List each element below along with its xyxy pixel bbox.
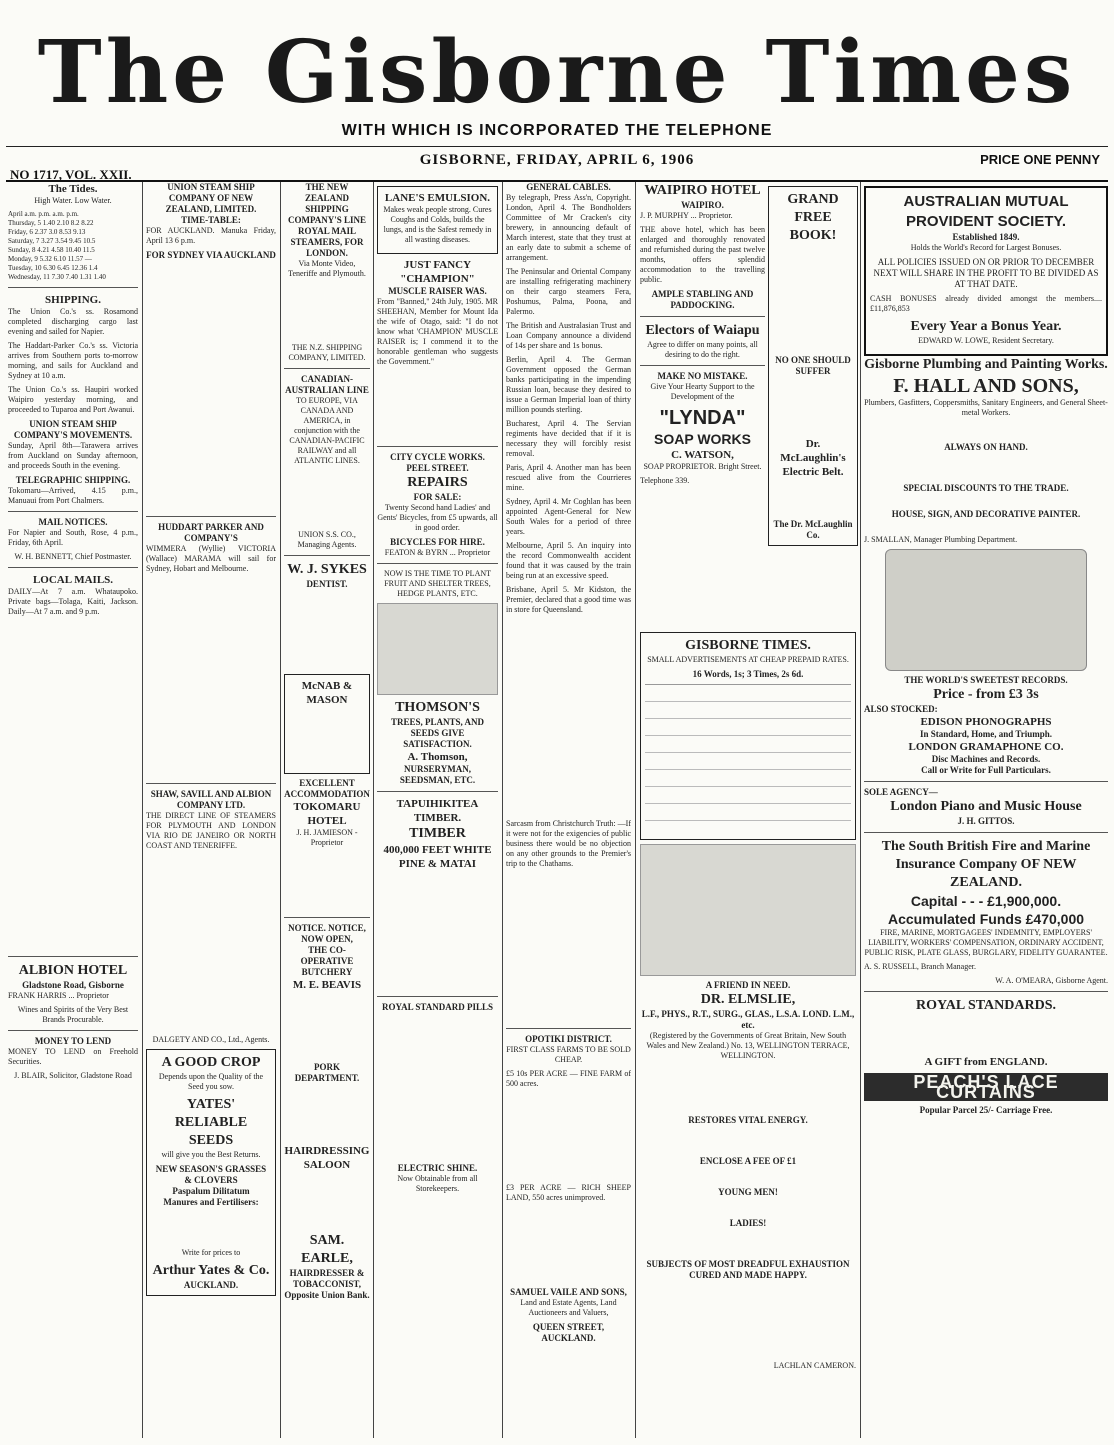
restores-heading: RESTORES VITAL ENERGY. <box>688 1115 808 1125</box>
tides-row: Wednesday, 11 7.30 7.40 1.31 1.40 <box>8 273 106 281</box>
tides-row: Tuesday, 10 6.30 6.45 12.36 1.4 <box>8 264 98 272</box>
thomsons-heading: THOMSON'S <box>395 700 480 715</box>
dateline: GISBORNE, FRIDAY, APRIL 6, 1906 <box>419 152 695 168</box>
electors-text: Agree to differ on many points, all desiring to do the right. <box>647 340 758 359</box>
small-ads-text: SMALL ADVERTISEMENTS AT CHEAP PREPAID RATES. <box>647 655 849 664</box>
champion-heading: "CHAMPION" <box>400 273 475 285</box>
filler <box>8 621 138 951</box>
tides-row: April a.m. p.m. a.m. p.m. <box>8 210 79 218</box>
cable-text: The Peninsular and Oriental Company are installing refrigerating machinery on their cargo steamers Fera, Poshumus, Palma, Poona, and Palermo. <box>506 267 631 316</box>
gisborne-times-heading: GISBORNE TIMES. <box>685 638 811 653</box>
yates-ad <box>146 1049 276 1296</box>
divider <box>640 365 765 366</box>
telegraphic-heading: TELEGRAPHIC SHIPPING. <box>15 475 131 485</box>
yates-text: will give you the Best Returns. <box>161 1150 261 1159</box>
column-2 <box>146 182 276 1440</box>
no-one-heading: NO ONE SHOULD SUFFER <box>775 355 851 376</box>
column-4 <box>377 182 498 1440</box>
amp-ad <box>864 186 1108 356</box>
feet-heading: 400,000 FEET WHITE PINE & MATAI <box>383 844 492 870</box>
waipiro-heading: WAIPIRO HOTEL <box>644 183 761 198</box>
bicycles-heading: BICYCLES FOR HIRE. <box>390 537 485 547</box>
divider <box>8 287 138 288</box>
samuel-address: QUEEN STREET, AUCKLAND. <box>532 1322 605 1343</box>
divider <box>146 783 276 784</box>
elmslie-text: (Registered by the Governments of Great Britain, New South Wales and New Zealand.) No. 13, WELLINGTON TERRACE, WELLINGTON. <box>646 1031 850 1060</box>
filler <box>864 494 1108 509</box>
divider <box>640 316 765 317</box>
waipiro-proprietor: J. P. MURPHY ... Proprietor. <box>640 211 733 220</box>
london-heading: LONDON GRAMAPHONE CO. <box>908 741 1064 753</box>
russell-text: A. S. RUSSELL, Branch Manager. <box>864 962 976 971</box>
gift-heading: A GIFT from ENGLAND. <box>924 1056 1048 1068</box>
union-heading: UNION STEAM SHIP COMPANY OF NEW ZEALAND, LIMITED. <box>165 182 257 214</box>
filler <box>146 578 276 778</box>
divider <box>8 1030 138 1031</box>
plumbing-heading: Gisborne Plumbing and Painting Works. <box>864 357 1108 372</box>
filler <box>377 871 498 991</box>
column-1 <box>8 182 138 1440</box>
watson-heading: C. WATSON, <box>671 449 734 461</box>
hairdressing-heading: HAIRDRESSING SALOON <box>284 1145 370 1171</box>
divider <box>284 368 370 369</box>
house-heading: HOUSE, SIGN, AND DECORATIVE PAINTER. <box>891 509 1081 519</box>
gisborne-times-ad <box>640 632 856 840</box>
mcnab-ad: McNAB & MASON <box>284 674 370 774</box>
tides-row: Saturday, 7 3.27 3.54 9.45 10.5 <box>8 237 96 245</box>
crop-heading: A GOOD CROP <box>161 1055 261 1070</box>
column-divider <box>280 182 281 1438</box>
jamieson-text: J. H. JAMIESON - Proprietor <box>296 828 358 847</box>
mail-heading: MAIL NOTICES. <box>38 517 108 527</box>
crop-text: Depends upon the Quality of the Seed you sow. <box>158 1072 264 1091</box>
manures-heading: Manures and Fertilisers: <box>163 1197 259 1207</box>
nzsc-signature: THE N.Z. SHIPPING COMPANY, LIMITED. <box>288 343 366 362</box>
peach-banner: PEACH'S LACE CURTAINS <box>864 1073 1108 1101</box>
divider <box>377 791 498 792</box>
edison-subheading: In Standard, Home, and Triumph. <box>920 729 1052 739</box>
cable-text: Sydney, April 4. Mr Coghlan has been appointed Agent-General for New South Wales for a period of three years. <box>506 497 631 536</box>
samuel-heading: SAMUEL VAILE AND SONS, <box>510 1287 627 1297</box>
sydney-heading: FOR SYDNEY VIA AUCKLAND <box>146 250 276 260</box>
electors-heading: Electors of Waiapu <box>645 323 760 338</box>
tides-row: Friday, 6 2.37 3.0 8.53 9.13 <box>8 228 86 236</box>
amp-subheading: Holds the World's Record for Largest Bonuses. <box>910 243 1062 252</box>
filler <box>864 520 1108 535</box>
cable-text: Melbourne, April 5. An inquiry into the record Commonwealth accident found that it was caused by the train being run at an excessive speed. <box>506 541 631 580</box>
timetable-heading: TIME-TABLE: <box>181 215 241 225</box>
south-british-heading: The South British Fire and Marine Insurance Company OF NEW ZEALAND. <box>881 839 1091 890</box>
money-heading: MONEY TO LEND <box>34 1036 112 1046</box>
notice-heading: NOTICE. NOTICE, <box>288 923 366 933</box>
filler <box>146 855 276 1035</box>
column-divider <box>502 182 503 1438</box>
tides-table <box>8 210 138 282</box>
earle-heading: SAM. EARLE, <box>301 1233 353 1266</box>
london-subheading: Disc Machines and Records. <box>931 754 1041 764</box>
shipping-text: The Haddart-Parker Co.'s ss. Victoria arrives from Southern ports to-morrow morning, and sails for Auckland and Sydney at 10 a.m. <box>8 341 138 380</box>
friend-heading: A FRIEND IN NEED. <box>705 980 791 990</box>
filler <box>640 1198 856 1218</box>
friend-in-need-image <box>640 844 856 976</box>
parcel-heading: Popular Parcel 25/- Carriage Free. <box>919 1105 1053 1115</box>
young-men-heading: YOUNG MEN! <box>718 1187 778 1197</box>
cable-text: Paris, April 4. Another man has been rescued alive from the Courrieres mine. <box>506 463 631 492</box>
always-heading: ALWAYS ON HAND. <box>944 442 1028 452</box>
column-divider <box>142 182 143 1438</box>
filler <box>284 992 370 1062</box>
shipping-text: The Union Co.'s ss. Rosamond completed discharging cargo last evening and sailed for Napier. <box>8 307 138 336</box>
enclose-heading: ENCLOSE A FEE OF £1 <box>699 1156 797 1166</box>
divider <box>284 555 370 556</box>
elmslie-heading: DR. ELMSLIE, <box>700 992 796 1007</box>
tides-heading: The Tides. <box>48 183 98 195</box>
shaw-text: THE DIRECT LINE OF STEAMERS FOR PLYMOUTH AND LONDON VIA RIO DE JANEIRO OR NORTH COAST AND TENERIFFE. <box>146 811 276 850</box>
price-heading: Price - from £3 3s <box>933 687 1039 702</box>
filler <box>773 245 853 355</box>
for-sale-heading: FOR SALE: <box>413 492 462 502</box>
divider <box>8 567 138 568</box>
masthead-title: The Gisborne Times <box>37 22 1077 123</box>
champion-subheading: MUSCLE RAISER WAS. <box>388 286 487 296</box>
local-mails-heading: LOCAL MAILS. <box>32 574 114 586</box>
divider <box>864 781 1108 782</box>
repairs-heading: REPAIRS <box>407 475 468 490</box>
elmslie-subheading: L.F., PHYS., R.T., SURG., GLAS., L.S.A. LOND. L.M., etc. <box>641 1009 855 1030</box>
lanes-ad <box>377 186 498 254</box>
capital-heading: Capital - - - £1,900,000. <box>910 893 1062 909</box>
nzsc-heading: THE NEW ZEALAND SHIPPING COMPANY'S LINE <box>287 182 367 225</box>
timetable-text: FOR AUCKLAND. Manuka Friday, April 13 6 p.m. <box>146 226 276 245</box>
filler <box>864 453 1108 483</box>
filler <box>864 422 1108 442</box>
ladies-heading: LADIES! <box>729 1218 767 1228</box>
mail-signature: W. H. BENNETT, Chief Postmaster. <box>14 552 132 561</box>
thomson-address: NURSERYMAN, SEEDSMAN, ETC. <box>399 764 476 785</box>
divider <box>864 832 1108 833</box>
manager-text: J. SMALLAN, Manager Plumbing Department. <box>864 535 1018 544</box>
sykes-heading: W. J. SYKES <box>287 562 367 577</box>
royal-pills-heading: ROYAL STANDARD PILLS <box>381 1002 494 1012</box>
filler <box>284 283 370 343</box>
for-sale-text: Twenty Second hand Ladies' and Gents' Bicycles, from £5 upwards, all in good order. <box>377 503 498 532</box>
electric-text: Now Obtainable from all Storekeepers. <box>397 1174 478 1193</box>
samuel-text: Land and Estate Agents, Land Auctioneers and Valuers, <box>520 1298 617 1317</box>
movements-heading: UNION STEAM SHIP COMPANY'S MOVEMENTS. <box>13 419 133 440</box>
opotiki-heading: OPOTIKI DISTRICT. <box>525 1034 612 1044</box>
rates-text: 16 Words, 1s; 3 Times, 2s 6d. <box>692 669 804 679</box>
yates-heading: YATES' RELIABLE SEEDS <box>174 1097 248 1148</box>
shaw-heading: SHAW, SAVILL AND ALBION COMPANY LTD. <box>150 789 272 810</box>
tides-header: High Water. Low Water. <box>34 196 112 205</box>
special-heading: SPECIAL DISCOUNTS TO THE TRADE. <box>903 483 1069 493</box>
just-fancy-heading: JUST FANCY <box>403 259 472 271</box>
also-heading: ALSO STOCKED: <box>864 704 938 714</box>
electric-heading: ELECTRIC SHINE. <box>397 1163 478 1173</box>
filler <box>284 470 370 530</box>
issue-number: NO 1717, VOL. XXII. <box>10 167 132 182</box>
timber-heading: TIMBER <box>409 826 466 841</box>
amp-cash: CASH BONUSES already divided amongst the members.... £11,876,853 <box>870 294 1102 313</box>
divider <box>146 516 276 517</box>
albion-subheading: Gladstone Road, Gisborne <box>22 980 124 990</box>
lynda-text: Give Your Hearty Support to the Development of the <box>650 382 755 401</box>
cable-text: Brisbane, April 5. Mr Kidston, the Premier, declared that a good time was in store for Queensland. <box>506 585 631 614</box>
column-6-lower <box>640 628 856 1438</box>
gramophone-image <box>885 549 1087 671</box>
thomsons-subheading: TREES, PLANTS, AND SEEDS GIVE SATISFACTION. <box>390 717 485 749</box>
divider <box>377 996 498 997</box>
filler <box>640 1281 856 1361</box>
filler <box>284 852 370 912</box>
filler <box>506 619 631 819</box>
divider <box>506 1028 631 1029</box>
thomson-name: A. Thomson, <box>407 751 468 763</box>
grasses-heading: NEW SEASON'S GRASSES & CLOVERS <box>155 1164 267 1185</box>
filler <box>506 1093 631 1183</box>
telegraphic-text: Tokomaru—Arrived, 4.15 p.m., Manuaui from Port Chalmers. <box>8 486 138 505</box>
filler <box>377 371 498 441</box>
shipping-heading: SHIPPING. <box>45 294 101 306</box>
filler <box>864 1015 1108 1055</box>
feaon-text: FEATON & BYRN ... Proprietor <box>384 548 491 557</box>
amp-established: Established 1849. <box>952 232 1020 242</box>
filler <box>284 1084 370 1144</box>
divider <box>377 563 498 564</box>
call-heading: Call or Write for Full Particulars. <box>921 765 1051 775</box>
accumulated-heading: Accumulated Funds £470,000 <box>887 911 1085 927</box>
acre-text: £3 PER ACRE — RICH SHEEP LAND, 550 acres unimproved. <box>506 1183 631 1202</box>
telephone-text: Telephone 339. <box>640 476 690 485</box>
subjects-signature: LACHLAN CAMERON. <box>773 1361 856 1370</box>
column-divider <box>373 182 374 1438</box>
cable-text: Berlin, April 4. The German Government opposed the German banks participating in the impending Russian loan, because they desired to issue a German Imperial loan of thirty million pounds sterling. <box>506 355 631 414</box>
lanes-heading: LANE'S EMULSION. <box>384 192 491 204</box>
column-divider <box>860 182 861 1438</box>
paspalum-heading: Paspalum Dilitatum <box>172 1186 250 1196</box>
mclaughlin-company: The Dr. McLaughlin Co. <box>773 519 853 540</box>
sykes-subheading: DENTIST. <box>306 579 348 589</box>
first-class-text: FIRST CLASS FARMS TO BE SOLD CHEAP. <box>506 1045 631 1064</box>
divider <box>8 956 138 957</box>
records-heading: THE WORLD'S SWEETEST RECORDS. <box>904 675 1068 685</box>
sarcasm-text: Sarcasm from Christchurch Truth: —If it were not for the exigencies of public business there would be no objection on any other grounds to the Premier's trip to the Chathams. <box>506 819 631 868</box>
acre-text: £5 10s PER ACRE — FINE FARM of 500 acres. <box>506 1069 631 1088</box>
column-8 <box>864 182 1108 1440</box>
write-text: Write for prices to <box>181 1248 241 1257</box>
lanes-text: Makes weak people strong. Cures Coughs and Colds, builds the lungs, and is the Safest remedy in all wasting diseases. <box>383 205 492 244</box>
cycle-subheading: PEEL STREET. <box>406 463 469 473</box>
column-7 <box>768 182 858 612</box>
shipping-text: The Union Co.'s ss. Haupiri worked Waipiro yesterday morning, and proceeded to Tuparoa and Port Awanui. <box>8 385 138 414</box>
tides-row: Monday, 9 5.32 6.10 11.57 — <box>8 255 92 263</box>
beavis-heading: M. E. BEAVIS <box>292 979 362 991</box>
omeara-text: W. A. O'MEARA, Gisborne Agent. <box>995 976 1108 985</box>
cable-text: The British and Australasian Trust and Loan Company announce a dividend of 14s per share and 1s bonus. <box>506 321 631 350</box>
filler <box>284 590 370 670</box>
mistake-heading: MAKE NO MISTAKE. <box>657 371 748 381</box>
divider <box>8 511 138 512</box>
huddart-heading: HUDDART PARKER AND COMPANY'S <box>158 522 264 543</box>
money-signature: J. BLAIR, Solicitor, Gladstone Road <box>14 1071 132 1080</box>
tapuihikitea-heading: TAPUIHIKITEA TIMBER. <box>396 798 479 824</box>
sole-heading: SOLE AGENCY— <box>864 787 938 797</box>
canadian-heading: CANADIAN-AUSTRALIAN LINE <box>285 374 369 395</box>
filler <box>506 1207 631 1287</box>
divider <box>377 446 498 447</box>
divider <box>864 991 1108 992</box>
risks-text: FIRE, MARINE, MORTGAGEES' INDEMNITY, EMPLOYERS' LIABILITY, WORKERS' COMPENSATION, ORDINARY ACCIDENT, PUBLIC RISK, PLATE GLASS, BURGLARY, FIDELITY GUARANTEE. <box>864 928 1108 957</box>
local-mails-text: DAILY—At 7 a.m. Whataupoko. Private bags—Tolaga, Kaiti, Jackson. Daily—At 7 a.m. and 9 p.m. <box>8 587 138 616</box>
excellent-heading: EXCELLENT ACCOMMODATION <box>284 778 370 799</box>
take-good-advice-image <box>377 603 498 695</box>
filler <box>640 1229 856 1259</box>
royal-standards-heading: ROYAL STANDARDS. <box>915 998 1057 1013</box>
grand-free-heading: GRAND FREE BOOK! <box>787 192 839 243</box>
watson-text: SOAP PROPRIETOR. Bright Street. <box>643 462 762 471</box>
huddart-text: WIMMERA (Wyllie) VICTORIA (Wallace) MARAMA will sail for Sydney, Hobart and Melbourne. <box>146 544 276 573</box>
filler <box>773 479 853 519</box>
amp-signature: EDWARD W. LOWE, Resident Secretary. <box>918 336 1054 345</box>
waipiro-text: THE above hotel, which has been enlarged and thoroughly renovated and refurnished during the past twelve months, offers splendid accommodation to the travelling public. <box>640 225 765 284</box>
butchery-heading: THE CO-OPERATIVE BUTCHERY <box>300 945 354 977</box>
piano-heading: London Piano and Music House <box>890 799 1082 814</box>
column-5 <box>506 182 631 1440</box>
column-divider <box>635 182 636 1438</box>
filler <box>151 1208 271 1248</box>
amp-text: ALL POLICIES ISSUED ON OR PRIOR TO DECEMBER NEXT WILL SHARE IN THE PROFIT TO BE DIVIDED AS AT THAT DATE. <box>873 257 1099 289</box>
divider <box>6 146 1108 147</box>
hall-text: Plumbers, Gasfitters, Coppersmiths, Sanitary Engineers, and General Sheet-metal Workers. <box>864 398 1108 417</box>
arthur-yates: Arthur Yates & Co. <box>152 1263 270 1278</box>
nzsc-subheading: ROYAL MAIL STEAMERS, FOR LONDON. <box>290 226 364 258</box>
tides-row: Thursday, 5 1.40 2.10 8.2 8.22 <box>8 219 94 227</box>
lynda-heading: "LYNDA" <box>659 407 746 429</box>
albion-heading: ALBION HOTEL <box>18 963 128 978</box>
auckland-label: AUCKLAND. <box>183 1280 239 1290</box>
money-text: MONEY TO LEND on Freehold Securities. <box>8 1047 138 1066</box>
ad-form-lines <box>645 684 851 835</box>
soap-heading: SOAP WORKS <box>654 431 751 447</box>
bonus-year-heading: Every Year a Bonus Year. <box>910 319 1062 334</box>
price-label: PRICE ONE PENNY <box>980 152 1100 167</box>
fruit-text: NOW IS THE TIME TO PLANT FRUIT AND SHELTER TREES, HEDGE PLANTS, ETC. <box>383 569 492 598</box>
filler <box>377 1013 498 1163</box>
canadian-signature: UNION S.S. CO., Managing Agents. <box>297 530 357 549</box>
amp-heading: AUSTRALIAN MUTUAL PROVIDENT SOCIETY. <box>903 193 1069 230</box>
movements-text: Sunday, April 8th—Tarawera arrives from Auckland on Sunday afternoon, and proceeds South in the evening. <box>8 441 138 470</box>
general-cables-heading: GENERAL CABLES. <box>526 182 611 192</box>
albion-text: Wines and Spirits of the Very Best Brands Procurable. <box>17 1005 129 1024</box>
hall-heading: F. HALL AND SONS, <box>893 375 1079 397</box>
mail-text: For Napier and South, Rose, 4 p.m., Friday, 6th April. <box>8 528 138 547</box>
shaw-signature: DALGETY AND CO., Ltd., Agents. <box>152 1035 270 1044</box>
free-book-ad <box>768 186 858 546</box>
filler <box>640 1126 856 1156</box>
albion-proprietor: FRANK HARRIS ... Proprietor <box>8 991 109 1000</box>
column-6 <box>640 182 765 612</box>
mclaughlin-heading: Dr. McLaughlin's Electric Belt. <box>780 438 846 478</box>
divider <box>284 917 370 918</box>
masthead-subtitle: WITH WHICH IS INCORPORATED THE TELEPHONE <box>341 122 773 139</box>
now-open-label: NOW OPEN, <box>301 934 353 944</box>
stabling-heading: AMPLE STABLING AND PADDOCKING. <box>651 289 754 310</box>
filler <box>773 377 853 437</box>
filler <box>284 1172 370 1232</box>
waipiro-subheading: WAIPIRO. <box>681 200 724 210</box>
cable-text: Bucharest, April 4. The Servian regiments have decided that if it is necessary they will forcibly resist removal. <box>506 419 631 458</box>
filler <box>506 873 631 1023</box>
cable-text: By telegraph, Press Ass'n, Copyright. London, April 4. The Bondholders Committee of Mr Cracken's city brewery, in announcing default of March interest, state that they trust at an early date to submit a scheme of arrangement. <box>506 193 631 262</box>
tokomaru-heading: TOKOMARU HOTEL <box>293 801 361 827</box>
subjects-heading: SUBJECTS OF MOST DREADFUL EXHAUSTION CURED AND MADE HAPPY. <box>646 1259 850 1280</box>
edison-heading: EDISON PHONOGRAPHS <box>920 716 1052 728</box>
cycle-heading: CITY CYCLE WORKS. <box>390 452 485 462</box>
filler <box>640 1167 856 1187</box>
nzsc-text: Via Monte Video, Teneriffe and Plymouth. <box>288 259 366 278</box>
column-3 <box>284 182 370 1440</box>
piano-subheading: J. H. GITTOS. <box>957 816 1015 826</box>
filler <box>146 261 276 511</box>
earle-subheading: HAIRDRESSER & TOBACCONIST, Opposite Union Bank. <box>284 1268 370 1300</box>
canadian-text: TO EUROPE, VIA CANADA AND AMERICA, in conjunction with the CANADIAN-PACIFIC RAILWAY and all ATLANTIC LINES. <box>289 396 365 465</box>
filler <box>640 1065 856 1115</box>
champion-text: From "Banned," 24th July, 1905. MR SHEEHAN, Member for Mount Ida the wife of Otago, said: "I do not know what 'CHAMPION' MUSCLE RAISER is; I commend it to the honorable gentleman who suggests the Government." <box>377 297 498 366</box>
tides-row: Sunday, 8 4.21 4.58 10.40 11.5 <box>8 246 95 254</box>
pork-heading: PORK DEPARTMENT. <box>294 1062 360 1083</box>
